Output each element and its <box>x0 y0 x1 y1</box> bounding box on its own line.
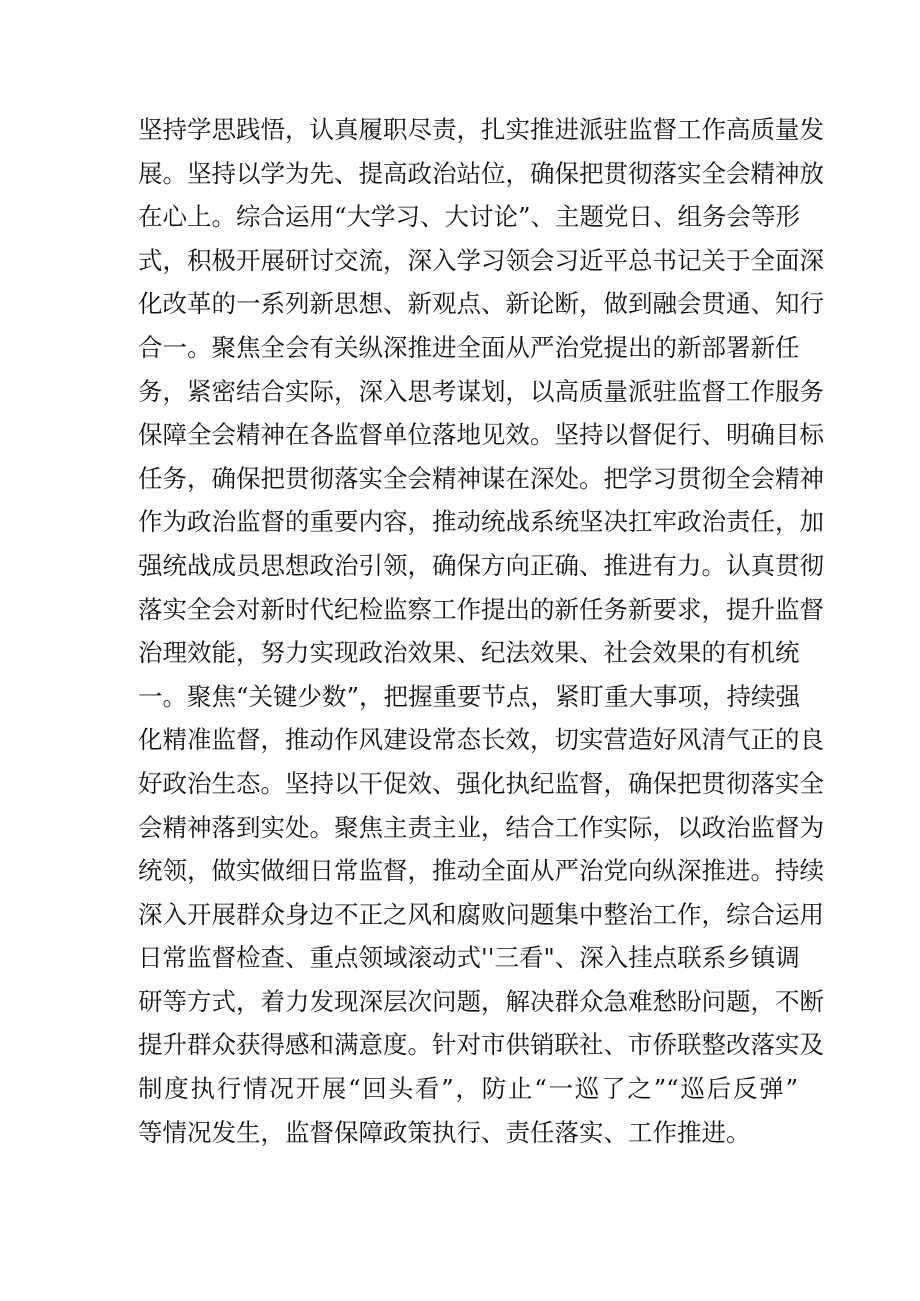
paragraph-line: 合一。聚焦全会有关纵深推进全面从严治党提出的新部署新任 <box>138 332 800 362</box>
paragraph-line: 研等方式，着力发现深层次问题，解决群众急难愁盼问题，不断 <box>138 986 824 1016</box>
paragraph-line: 化改革的一系列新思想、新观点、新论断，做到融会贯通、知行 <box>138 289 824 319</box>
paragraph-line: 在心上。综合运用“大学习、大讨论”、主题党日、组务会等形 <box>138 202 801 232</box>
paragraph-line: 强统战成员思想政治引领，确保方向正确、推进有力。认真贯彻 <box>138 550 824 580</box>
paragraph-line: 化精准监督，推动作风建设常态长效，切实营造好风清气正的良 <box>138 725 824 755</box>
paragraph-line: 坚持学思践悟，认真履职尽责，扎实推进派驻监督工作高质量发 <box>138 115 824 144</box>
paragraph-line: 落实全会对新时代纪检监察工作提出的新任务新要求，提升监督 <box>138 594 824 624</box>
paragraph-line: 务，紧密结合实际，深入思考谋划，以高质量派驻监督工作服务 <box>138 376 824 406</box>
paragraph-line: 作为政治监督的重要内容，推动统战系统坚决扛牢政治责任，加 <box>138 507 824 537</box>
paragraph-line: 式，积极开展研讨交流，深入学习领会习近平总书记关于全面深 <box>138 245 824 275</box>
paragraph-line: 好政治生态。坚持以干促效、强化执纪监督，确保把贯彻落实全 <box>138 768 824 798</box>
paragraph-line: 治理效能，努力实现政治效果、纪法效果、社会效果的有机统 <box>138 638 800 668</box>
paragraph-line: 统领，做实做细日常监督，推动全面从严治党向纵深推进。持续 <box>138 856 824 886</box>
paragraph-line: 等情况发生，监督保障政策执行、责任落实、工作推进。 <box>138 1117 751 1147</box>
paragraph-line: 日常监督检查、重点领域滚动式''三看"、深入挂点联系乡镇调 <box>138 943 800 973</box>
paragraph-line: 深入开展群众身边不正之风和腐败问题集中整治工作，综合运用 <box>138 899 824 929</box>
paragraph-line: 会精神落到实处。聚焦主责主业，结合工作实际，以政治监督为 <box>138 812 824 842</box>
body-paragraph <box>138 108 824 1154</box>
paragraph-line: 提升群众获得感和满意度。针对市供销联社、市侨联整改落实及 <box>138 1030 824 1060</box>
paragraph-line: 展。坚持以学为先、提高政治站位，确保把贯彻落实全会精神放 <box>138 158 824 188</box>
paragraph-line: 制度执行情况开展“回头看”，防止“一巡了之”“巡后反弹” <box>138 1074 798 1104</box>
paragraph-line: 任务，确保把贯彻落实全会精神谋在深处。把学习贯彻全会精神 <box>138 463 824 493</box>
paragraph-line: 保障全会精神在各监督单位落地见效。坚持以督促行、明确目标 <box>138 420 824 450</box>
paragraph-line: 一。聚焦“关键少数”，把握重要节点，紧盯重大事项，持续强 <box>138 681 801 711</box>
